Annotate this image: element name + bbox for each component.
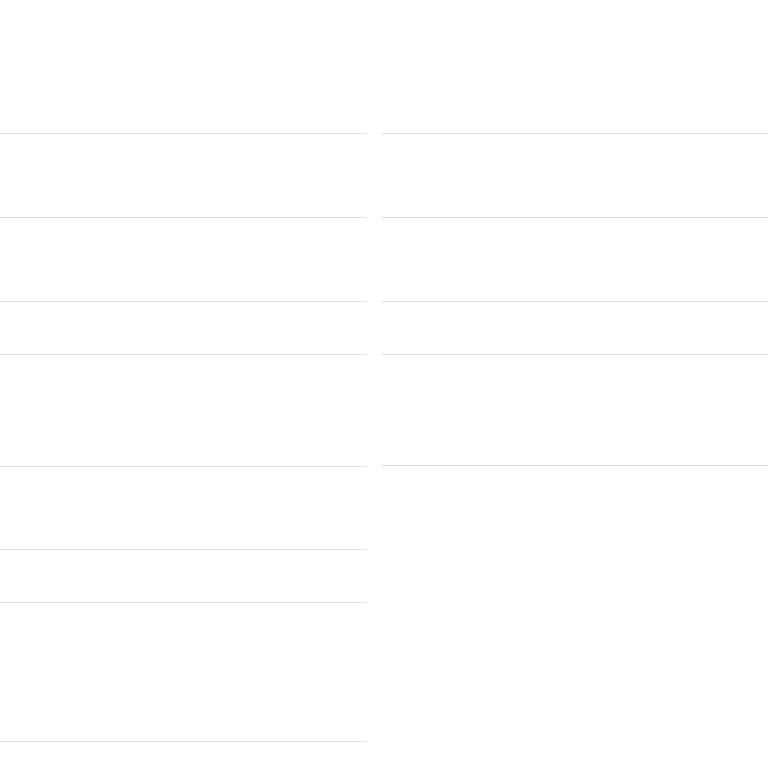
list-item[interactable]	[382, 217, 768, 301]
right-column-list	[382, 133, 768, 466]
list-item[interactable]	[0, 602, 366, 742]
list-item[interactable]	[382, 301, 768, 354]
list-item[interactable]	[382, 133, 768, 217]
left-column-list	[0, 133, 366, 742]
list-item[interactable]	[0, 301, 366, 354]
list-item[interactable]	[382, 354, 768, 466]
list-item[interactable]	[0, 217, 366, 301]
list-item[interactable]	[0, 354, 366, 466]
list-item[interactable]	[0, 549, 366, 602]
list-item[interactable]	[0, 466, 366, 549]
list-item[interactable]	[0, 133, 366, 217]
